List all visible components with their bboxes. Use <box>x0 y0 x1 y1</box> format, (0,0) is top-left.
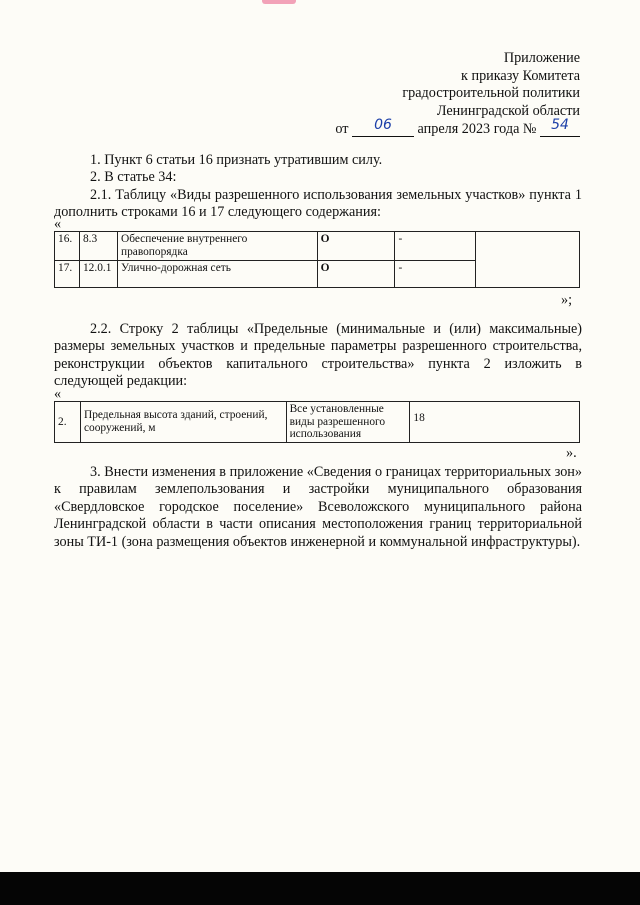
number-handwritten: 54 <box>551 117 569 134</box>
paragraph-1: 1. Пункт 6 статьи 16 признать утратившим силу. <box>90 152 383 168</box>
table-cell: О <box>317 232 395 261</box>
date-line <box>335 117 580 139</box>
table-cell: Обеспечение внутреннего правопорядка <box>117 232 317 261</box>
close-quote-1: »; <box>561 292 573 308</box>
table-row <box>55 402 580 443</box>
appendix-header <box>335 50 580 139</box>
day-handwritten: 06 <box>374 117 392 134</box>
table-cell: 2. <box>55 402 81 443</box>
day-field <box>352 117 414 137</box>
table-cell: 17. <box>55 261 80 288</box>
paper-clip-mark <box>262 0 296 4</box>
table-limit-params <box>54 401 580 443</box>
table-cell: 16. <box>55 232 80 261</box>
date-prefix: от <box>335 121 349 138</box>
paragraph-2-1: 2.1. Таблицу «Виды разрешенного использования земельных участков» пункта 1 дополнить строками 16 и 17 следующего содержания: <box>54 186 582 221</box>
table-cell: 18 <box>410 402 580 443</box>
section-2-2 <box>54 321 582 391</box>
table-cell: Предельная высота зданий, строений, сооружений, м <box>80 402 286 443</box>
header-line-2: к приказу Комитета <box>461 67 580 84</box>
open-quote-1: « <box>54 216 62 232</box>
table-cell: О <box>317 261 395 288</box>
table-cell: 8.3 <box>79 232 117 261</box>
section-1 <box>54 152 582 222</box>
open-quote-2: « <box>54 386 62 402</box>
table-cell: - <box>395 232 476 261</box>
scan-bottom-border <box>0 872 640 905</box>
table-land-use <box>54 231 580 288</box>
paragraph-3: 3. Внести изменения в приложение «Сведения о границах территориальных зон» к правилам землепользования и застройки муниципального образования «Свердловское городское поселение» Всеволожского муниципального района Ленинградской области в части описания местоположения границ территориальной зоны ТИ-1 (зона размещения объектов инженерной и коммунальной инфраструктуры). <box>54 464 582 550</box>
close-quote-2: ». <box>566 445 577 461</box>
header-line-3: градостроительной политики <box>402 85 580 102</box>
number-field <box>540 117 580 137</box>
paragraph-2-2: 2.2. Строку 2 таблицы «Предельные (минимальные и (или) максимальные) размеры земельных участков и предельные параметры разрешенного строительства, реконструкции объектов капитального строительства» пункта 2 изложить в следующей редакции: <box>54 321 582 390</box>
paragraph-2: 2. В статье 34: <box>90 169 177 186</box>
table-cell: Все установленные виды разрешенного использования <box>286 402 410 443</box>
table-row <box>55 232 580 261</box>
table-cell: Улично-дорожная сеть <box>117 261 317 288</box>
table-cell: - <box>395 261 476 288</box>
section-3 <box>54 464 582 551</box>
date-text: апреля 2023 года № <box>417 121 537 138</box>
header-line-1: Приложение <box>503 50 580 66</box>
table-cell-empty <box>476 232 580 288</box>
table-cell: 12.0.1 <box>79 261 117 288</box>
header-line-4: Ленинградской области <box>436 102 580 119</box>
